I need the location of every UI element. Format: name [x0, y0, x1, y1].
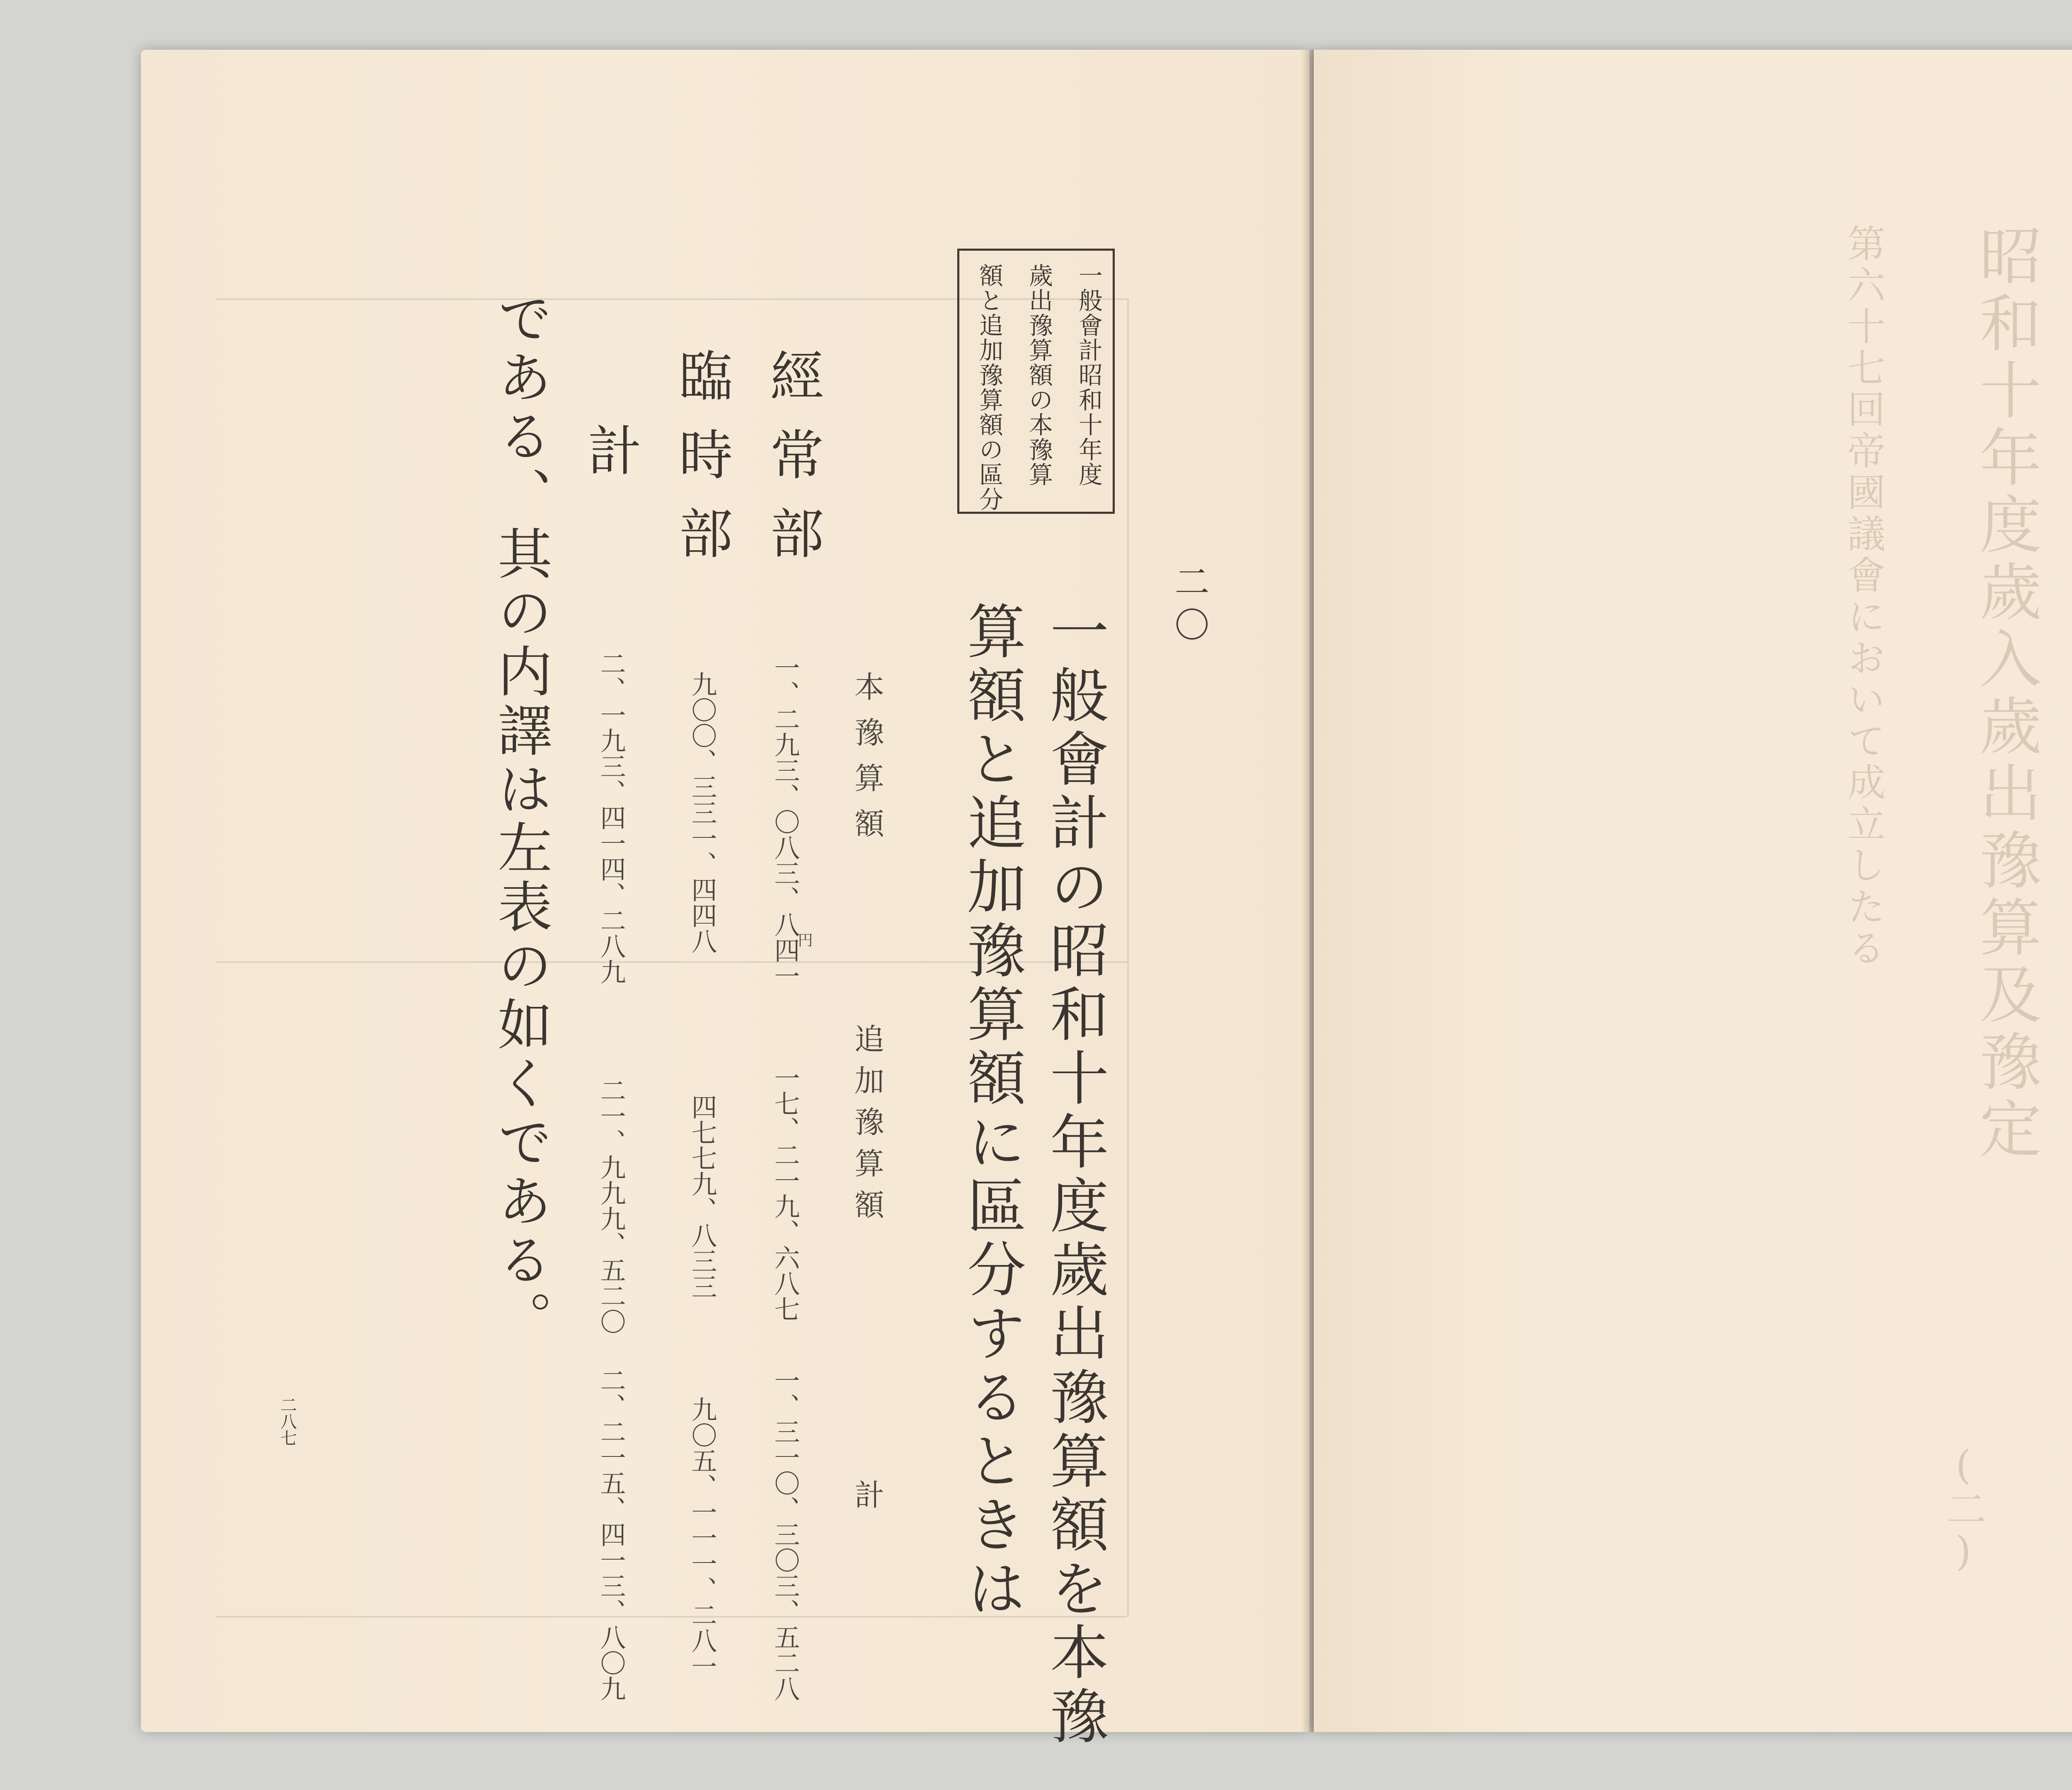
- row-label-total: 計: [579, 423, 642, 477]
- right-page: [1314, 50, 2072, 1732]
- header-total: 計: [850, 1479, 884, 1509]
- body-line-1: 一般會計の昭和十年度歲出豫算額を本豫: [1040, 601, 1109, 1749]
- closing-text: である、其の内譯は左表の如くである。: [488, 290, 552, 1349]
- left-page: [141, 50, 1310, 1749]
- body-line-2: 算額と追加豫算額に區分するときは: [957, 601, 1026, 1622]
- header-additional-budget: 追加豫算額: [850, 1023, 884, 1231]
- unit-yen: 円: [796, 932, 813, 947]
- bleed-line-3: 第六十七回帝國議會において成立したる: [1841, 224, 1886, 970]
- row-label-ordinary: 經常部: [761, 348, 824, 584]
- heading-line-2: 歲出豫算額の本豫算: [1025, 263, 1053, 487]
- cell-total-main: 二、一九三、四一四、二八九: [596, 651, 626, 984]
- heading-box: [957, 249, 1115, 514]
- header-main-budget: 本豫算額: [850, 671, 884, 854]
- bleed-line-2: 昭和十年度歲入歲出豫算及豫定: [1969, 224, 2041, 1164]
- cell-extraordinary-total: 九〇五、一一一、二八一: [687, 1396, 717, 1679]
- cell-extraordinary-main: 九〇〇、三三一、四四八: [687, 671, 717, 954]
- cell-extraordinary-additional: 四七七九、八三三: [687, 1094, 717, 1299]
- section-number: 二〇: [1169, 564, 1210, 650]
- row-label-extraordinary: 臨時部: [670, 348, 733, 584]
- cell-ordinary-additional: 一七、二一九、六八七: [770, 1065, 800, 1322]
- page-number: 二八七: [278, 1396, 297, 1446]
- cell-total-additional: 二一、九九九、五二〇: [596, 1077, 626, 1334]
- heading-line-3: 額と追加豫算額の區分: [975, 263, 1003, 512]
- bleed-line-4: (二): [1940, 1442, 1987, 1575]
- heading-line-1: 一般會計昭和十年度: [1075, 263, 1103, 487]
- cell-ordinary-main: 一、二九三、〇八三、八四一: [770, 655, 800, 989]
- open-book: [124, 50, 2072, 1749]
- ghost-rule: [1127, 298, 1129, 1616]
- cell-ordinary-total: 一、三一〇、三〇三、五二八: [770, 1367, 800, 1701]
- cell-total-total: 二、二一五、四一三、八〇九: [596, 1367, 626, 1701]
